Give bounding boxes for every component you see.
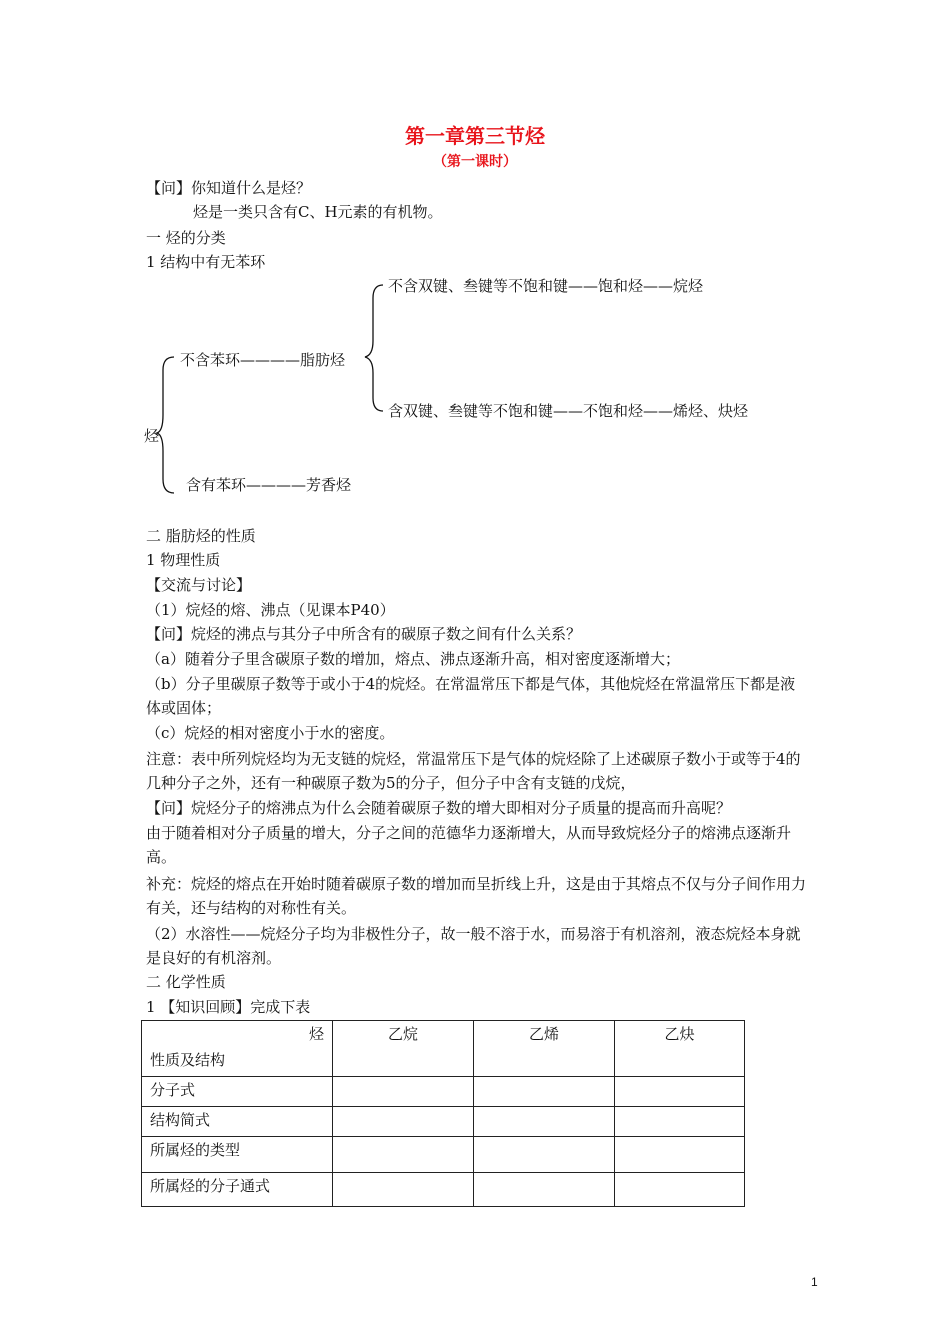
table-row-label: 结构简式 bbox=[142, 1107, 333, 1137]
question-2: 【问】烷烃的沸点与其分子中所含有的碳原子数之间有什么关系？ bbox=[146, 625, 582, 643]
table-row-label: 所属烃的类型 bbox=[142, 1137, 333, 1173]
table-row-label: 所属烃的分子通式 bbox=[142, 1173, 333, 1207]
tree-root-hydrocarbon: 烃 bbox=[144, 427, 160, 445]
page-title: 第一章第三节烃 bbox=[405, 124, 545, 148]
review-table bbox=[141, 1020, 745, 1207]
table-row bbox=[142, 1107, 745, 1137]
table-col-header: 乙炔 bbox=[615, 1021, 745, 1077]
discussion-heading: 【交流与讨论】 bbox=[146, 576, 252, 594]
section-heading-chemical: 二 化学性质 bbox=[146, 973, 226, 991]
table-corner-cell bbox=[142, 1021, 333, 1077]
subheading-review: 1 【知识回顾】完成下表 bbox=[146, 998, 311, 1016]
question-tag: 【问】 bbox=[146, 179, 192, 197]
point-a: （a）随着分子里含碳原子数的增加，熔点、沸点逐渐升高，相对密度逐渐增大； bbox=[146, 650, 680, 668]
section-heading-properties: 二 脂肪烃的性质 bbox=[146, 527, 256, 545]
note-paragraph: 注意：表中所列烷烃均为无支链的烷烃，常温常压下是气体的烷烃除了上述碳原子数小于或等于4的几种分子之外，还有一种碳原子数为5的分子，但分子中含有支链的戊烷， bbox=[146, 750, 801, 792]
table-cell[interactable] bbox=[615, 1107, 745, 1137]
table-cell[interactable] bbox=[333, 1107, 474, 1137]
question-3: 【问】烷烃分子的熔沸点为什么会随着碳原子数的增大即相对分子质量的提高而升高呢？ bbox=[146, 799, 732, 817]
supplement-paragraph: 补充：烷烃的熔点在开始时随着碳原子数的增加而呈折线上升，这是由于其熔点不仅与分子间作用力有关，还与结构的对称性有关。 bbox=[146, 875, 807, 917]
inner-brace-icon bbox=[361, 283, 385, 413]
table-cell[interactable] bbox=[615, 1137, 745, 1173]
table-row bbox=[142, 1173, 745, 1207]
table-row bbox=[142, 1077, 745, 1107]
subheading-physical: 1 物理性质 bbox=[146, 551, 221, 569]
table-cell[interactable] bbox=[615, 1077, 745, 1107]
tree-node-aliphatic: 不含苯环————脂肪烃 bbox=[180, 351, 346, 369]
table-cell[interactable] bbox=[333, 1137, 474, 1173]
table-cell[interactable] bbox=[474, 1077, 615, 1107]
table-cell[interactable] bbox=[474, 1137, 615, 1173]
table-cell[interactable] bbox=[615, 1173, 745, 1207]
table-row bbox=[142, 1137, 745, 1173]
table-cell[interactable] bbox=[333, 1077, 474, 1107]
corner-top-label: 烃 bbox=[308, 1025, 324, 1043]
page-number: 1 bbox=[811, 1275, 818, 1289]
section-heading-classification: 一 烃的分类 bbox=[146, 229, 226, 247]
tree-node-aromatic: 含有苯环————芳香烃 bbox=[186, 476, 352, 494]
table-cell[interactable] bbox=[333, 1173, 474, 1207]
table-col-header: 乙烯 bbox=[474, 1021, 615, 1077]
answer-3: 由于随着相对分子质量的增大，分子之间的范德华力逐渐增大，从而导致烷烃分子的熔沸点逐渐升高。 bbox=[146, 824, 792, 866]
item-2-solubility: （2）水溶性——烷烃分子均为非极性分子，故一般不溶于水，而易溶于有机溶剂，液态烷烃本身就是良好的有机溶剂。 bbox=[146, 925, 801, 967]
tree-node-unsaturated: 含双键、叁键等不饱和键——不饱和烃——烯烃、炔烃 bbox=[388, 402, 749, 420]
table-col-header: 乙烷 bbox=[333, 1021, 474, 1077]
outer-brace-icon bbox=[156, 355, 180, 495]
page-subtitle: （第一课时） bbox=[433, 154, 517, 170]
point-b: （b）分子里碳原子数等于或小于4的烷烃。在常温常压下都是气体，其他烷烃在常温常压下都是液体或固体； bbox=[146, 675, 796, 717]
item-1-melting-boiling: （1）烷烃的熔、沸点（见课本P40） bbox=[146, 601, 395, 619]
question-text: 你知道什么是烃？ bbox=[191, 179, 312, 197]
table-cell[interactable] bbox=[474, 1107, 615, 1137]
table-row-label: 分子式 bbox=[142, 1077, 333, 1107]
table-cell[interactable] bbox=[474, 1173, 615, 1207]
question-1 bbox=[146, 176, 311, 200]
point-c: （c）烷烃的相对密度小于水的密度。 bbox=[146, 724, 395, 742]
answer-1: 烃是一类只含有C、H元素的有机物。 bbox=[193, 203, 443, 221]
table-header-row bbox=[142, 1021, 745, 1077]
corner-bottom-label: 性质及结构 bbox=[150, 1051, 226, 1069]
subheading-benzene-ring: 1 结构中有无苯环 bbox=[146, 253, 266, 271]
tree-node-saturated: 不含双键、叁键等不饱和键——饱和烃——烷烃 bbox=[388, 277, 704, 295]
